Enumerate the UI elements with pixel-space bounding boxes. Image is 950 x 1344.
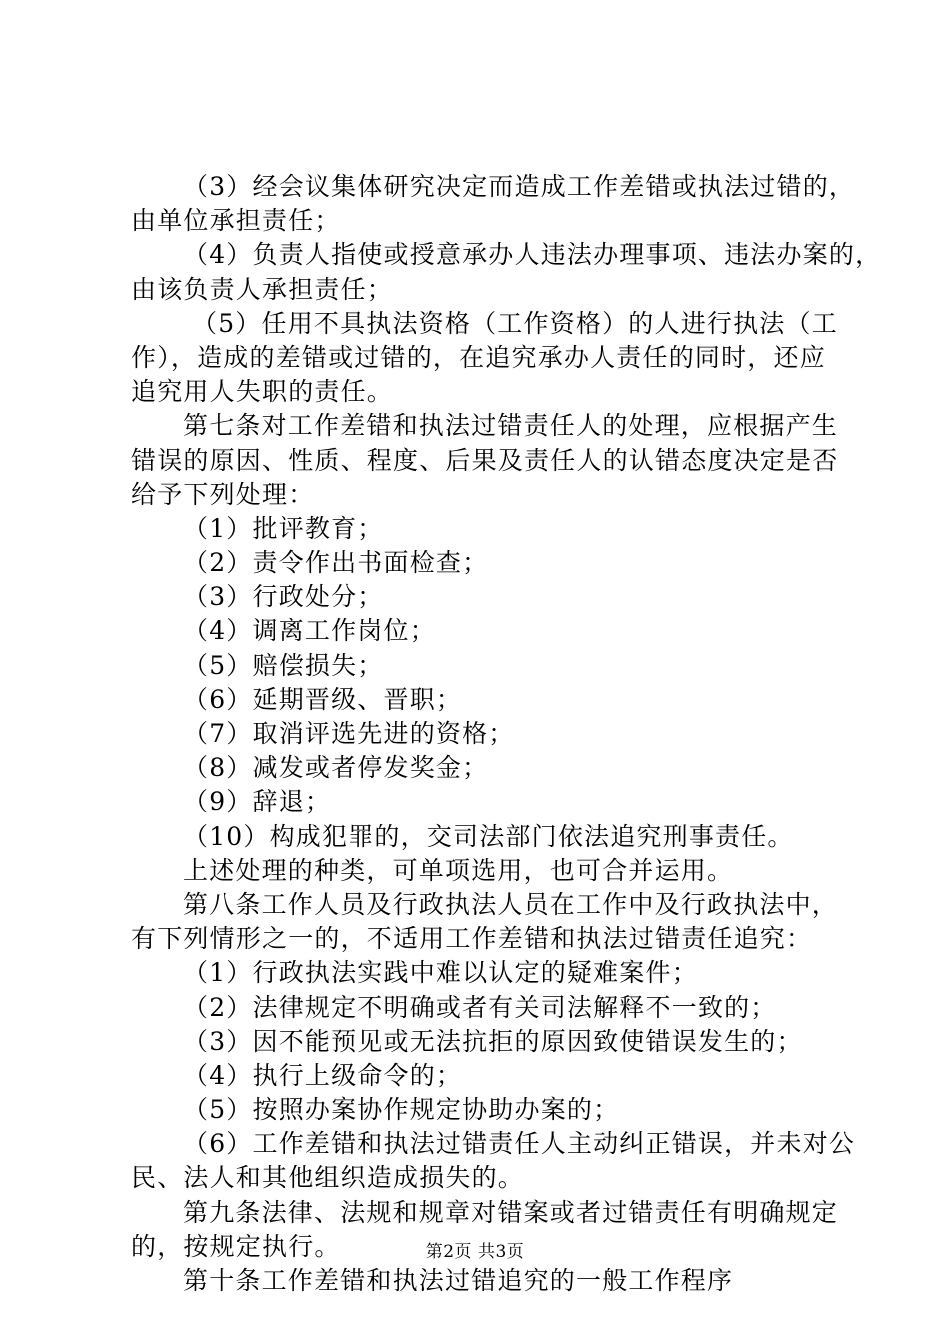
page-number-footer: 第2页 共3页 — [425, 1242, 525, 1262]
text-line: 错误的原因、性质、程度、后果及责任人的认错态度决定是否 — [131, 445, 839, 475]
text-line: 作），造成的差错或过错的，在追究承办人责任的同时，还应 — [131, 342, 826, 372]
text-line: 第七条对工作差错和执法过错责任人的处理，应根据产生 — [183, 411, 839, 441]
text-line: （7）取消评选先进的资格； — [183, 719, 515, 748]
text-line: 给予下列处理： — [131, 479, 315, 509]
text-line: （5）任用不具执法资格（工作资格）的人进行执法（工 — [192, 308, 838, 338]
text-line: （2）法律规定不明确或者有关司法解释不一致的； — [183, 992, 777, 1022]
text-line: （4）负责人指使或授意承办人违法办理事项、违法办案的， — [183, 240, 882, 270]
text-line: （6）延期晋级、晋职； — [183, 684, 463, 714]
text-line: （3）行政处分； — [183, 582, 384, 612]
text-line: （1）批评教育； — [183, 513, 384, 543]
text-line: （9）辞退； — [183, 787, 332, 817]
text-line: （1）行政执法实践中难以认定的疑难案件； — [183, 958, 698, 988]
text-line: （4）调离工作岗位； — [183, 616, 436, 646]
text-line: （3）因不能预见或无法抗拒的原因致使错误发生的； — [183, 1026, 803, 1056]
text-line: （5）按照办案协作规定协助办案的； — [183, 1095, 620, 1125]
text-line: （4）执行上级命令的； — [183, 1060, 463, 1090]
document-body — [131, 170, 882, 1298]
text-line: （5）赔偿损失； — [183, 650, 384, 680]
text-line: 追究用人失职的责任。 — [131, 377, 394, 407]
text-line: 民、法人和其他组织造成损失的。 — [131, 1163, 525, 1193]
text-line: （8）减发或者停发奖金； — [183, 753, 489, 783]
text-line: 第十条工作差错和执法过错追究的一般工作程序 — [183, 1266, 734, 1295]
text-line: （6）工作差错和执法过错责任人主动纠正错误，并未对公 — [183, 1129, 856, 1159]
text-line: 由单位承担责任； — [131, 206, 341, 236]
text-line: 有下列情形之一的，不适用工作差错和执法过错责任追究： — [131, 924, 813, 954]
text-line: 上述处理的种类，可单项选用，也可合并运用。 — [183, 855, 734, 885]
text-line: （3）经会议集体研究决定而造成工作差错或执法过错的， — [183, 172, 856, 201]
text-line: 第九条法律、法规和规章对错案或者过错责任有明确规定 — [183, 1197, 839, 1227]
text-line: 第八条工作人员及行政执法人员在工作中及行政执法中， — [183, 889, 839, 919]
text-line: 由该负责人承担责任； — [131, 274, 394, 304]
text-line: 的，按规定执行。 — [131, 1231, 341, 1261]
text-line: （10）构成犯罪的，交司法部门依法追究刑事责任。 — [183, 821, 794, 851]
text-line: （2）责令作出书面检查； — [183, 548, 489, 578]
